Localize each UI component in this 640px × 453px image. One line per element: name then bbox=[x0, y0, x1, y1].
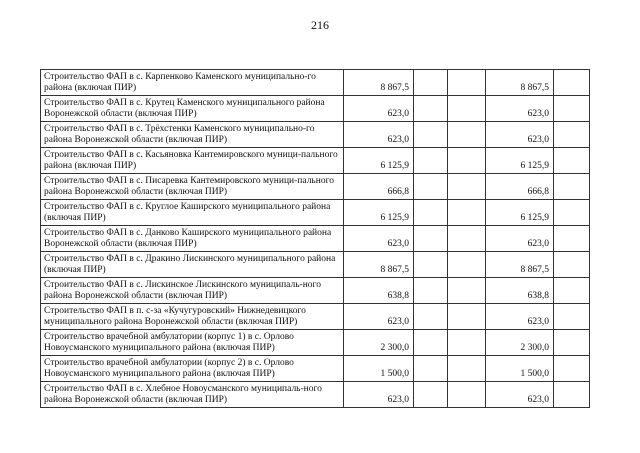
project-name-cell: Строительство ФАП в с. Карпенково Каменского муниципально-го района (включая ПИР) bbox=[41, 70, 344, 96]
table-row bbox=[41, 200, 590, 226]
empty-cell bbox=[448, 148, 486, 174]
amount-cell: 2 300,0 bbox=[344, 330, 414, 356]
amount-cell: 623,0 bbox=[486, 96, 554, 122]
project-name-cell: Строительство врачебной амбулатории (корпус 2) в с. Орлово Новоусманского муниципального района (включая ПИР) bbox=[41, 356, 344, 382]
empty-cell bbox=[414, 148, 448, 174]
amount-cell: 623,0 bbox=[344, 226, 414, 252]
project-name-cell: Строительство ФАП в с. Крутец Каменского муниципального района Воронежской области (включая ПИР) bbox=[41, 96, 344, 122]
empty-cell bbox=[414, 252, 448, 278]
empty-cell bbox=[554, 382, 590, 408]
table-row bbox=[41, 304, 590, 330]
table-row bbox=[41, 278, 590, 304]
empty-cell bbox=[448, 96, 486, 122]
project-name-cell: Строительство ФАП в п. с-за «Кучугуровский» Нижнедевицкого муниципального района Воронежской области (включая ПИР) bbox=[41, 304, 344, 330]
budget-table bbox=[40, 69, 590, 408]
amount-cell: 8 867,5 bbox=[344, 252, 414, 278]
empty-cell bbox=[448, 226, 486, 252]
empty-cell bbox=[414, 278, 448, 304]
empty-cell bbox=[448, 330, 486, 356]
project-name-cell: Строительство ФАП в с. Трёхстенки Каменского муниципально-го района Воронежской области (включая ПИР) bbox=[41, 122, 344, 148]
empty-cell bbox=[554, 252, 590, 278]
table-row bbox=[41, 382, 590, 408]
table-row bbox=[41, 252, 590, 278]
amount-cell: 8 867,5 bbox=[486, 252, 554, 278]
empty-cell bbox=[414, 304, 448, 330]
table-row bbox=[41, 148, 590, 174]
empty-cell bbox=[554, 96, 590, 122]
amount-cell: 1 500,0 bbox=[486, 356, 554, 382]
amount-cell: 623,0 bbox=[486, 226, 554, 252]
amount-cell: 8 867,5 bbox=[486, 70, 554, 96]
empty-cell bbox=[414, 70, 448, 96]
project-name-cell: Строительство ФАП в с. Круглое Каширского муниципального района (включая ПИР) bbox=[41, 200, 344, 226]
amount-cell: 623,0 bbox=[486, 382, 554, 408]
empty-cell bbox=[554, 122, 590, 148]
empty-cell bbox=[448, 382, 486, 408]
amount-cell: 623,0 bbox=[344, 96, 414, 122]
amount-cell: 666,8 bbox=[486, 174, 554, 200]
empty-cell bbox=[448, 200, 486, 226]
amount-cell: 6 125,9 bbox=[344, 200, 414, 226]
empty-cell bbox=[554, 278, 590, 304]
amount-cell: 2 300,0 bbox=[486, 330, 554, 356]
empty-cell bbox=[448, 252, 486, 278]
table-body bbox=[41, 70, 590, 408]
empty-cell bbox=[414, 200, 448, 226]
empty-cell bbox=[554, 70, 590, 96]
project-name-cell: Строительство врачебной амбулатории (корпус 1) в с. Орлово Новоусманского муниципального района (включая ПИР) bbox=[41, 330, 344, 356]
table-row bbox=[41, 356, 590, 382]
amount-cell: 638,8 bbox=[344, 278, 414, 304]
empty-cell bbox=[554, 226, 590, 252]
empty-cell bbox=[554, 174, 590, 200]
empty-cell bbox=[554, 330, 590, 356]
project-name-cell: Строительство ФАП в с. Писаревка Кантемировского муници-пального района Воронежской области (включая ПИР) bbox=[41, 174, 344, 200]
amount-cell: 623,0 bbox=[344, 382, 414, 408]
amount-cell: 6 125,9 bbox=[486, 148, 554, 174]
empty-cell bbox=[414, 330, 448, 356]
empty-cell bbox=[414, 96, 448, 122]
project-name-cell: Строительство ФАП в с. Дракино Лискинского муниципального района (включая ПИР) bbox=[41, 252, 344, 278]
empty-cell bbox=[448, 70, 486, 96]
empty-cell bbox=[414, 356, 448, 382]
table-row bbox=[41, 330, 590, 356]
empty-cell bbox=[414, 382, 448, 408]
amount-cell: 8 867,5 bbox=[344, 70, 414, 96]
amount-cell: 1 500,0 bbox=[344, 356, 414, 382]
empty-cell bbox=[414, 174, 448, 200]
empty-cell bbox=[448, 304, 486, 330]
table-row bbox=[41, 96, 590, 122]
table-row bbox=[41, 226, 590, 252]
page-number: 216 bbox=[311, 18, 329, 32]
table-row bbox=[41, 70, 590, 96]
project-name-cell: Строительство ФАП в с. Хлебное Новоусманского муниципаль-ного района Воронежской области (включая ПИР) bbox=[41, 382, 344, 408]
amount-cell: 6 125,9 bbox=[344, 148, 414, 174]
amount-cell: 623,0 bbox=[486, 304, 554, 330]
empty-cell bbox=[554, 304, 590, 330]
project-name-cell: Строительство ФАП в с. Данково Каширского муниципального района Воронежской области (включая ПИР) bbox=[41, 226, 344, 252]
project-name-cell: Строительство ФАП в с. Касьяновка Кантемировского муници-пального района (включая ПИР) bbox=[41, 148, 344, 174]
amount-cell: 6 125,9 bbox=[486, 200, 554, 226]
empty-cell bbox=[448, 174, 486, 200]
project-name-cell: Строительство ФАП в с. Лискинское Лискинского муниципаль-ного района Воронежской области (включая ПИР) bbox=[41, 278, 344, 304]
empty-cell bbox=[554, 148, 590, 174]
empty-cell bbox=[448, 278, 486, 304]
amount-cell: 623,0 bbox=[486, 122, 554, 148]
amount-cell: 638,8 bbox=[486, 278, 554, 304]
table-row bbox=[41, 122, 590, 148]
empty-cell bbox=[554, 356, 590, 382]
amount-cell: 623,0 bbox=[344, 304, 414, 330]
empty-cell bbox=[414, 122, 448, 148]
table-row bbox=[41, 174, 590, 200]
amount-cell: 666,8 bbox=[344, 174, 414, 200]
empty-cell bbox=[448, 122, 486, 148]
empty-cell bbox=[554, 200, 590, 226]
empty-cell bbox=[448, 356, 486, 382]
empty-cell bbox=[414, 226, 448, 252]
amount-cell: 623,0 bbox=[344, 122, 414, 148]
